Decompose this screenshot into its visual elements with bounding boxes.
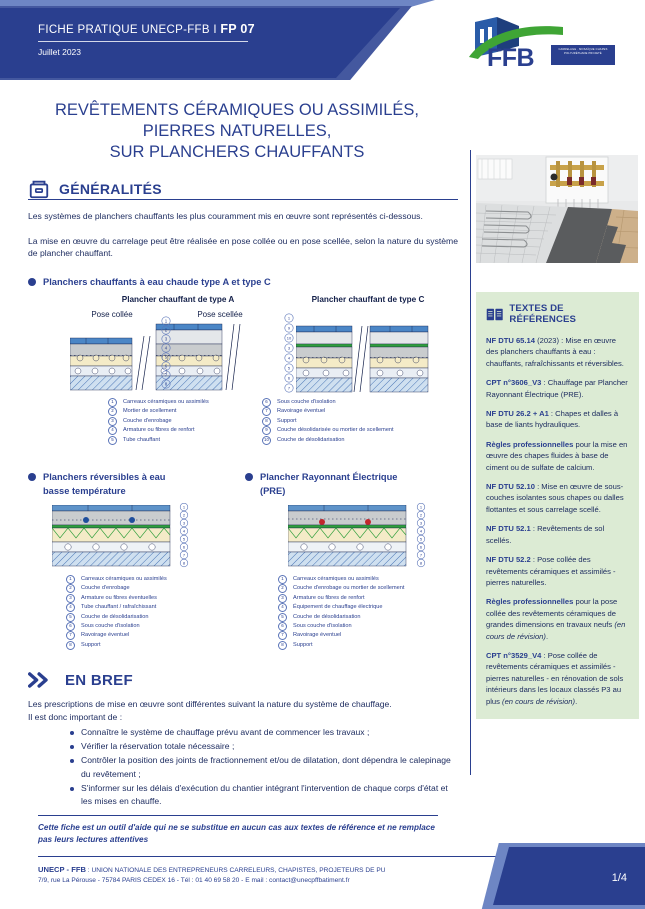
legend-item — [66, 622, 167, 631]
en-bref-list — [68, 726, 460, 809]
section-water-heading-label: Planchers chauffants à eau chaude type A et type C — [43, 277, 271, 287]
footer-address: 7/9, rue La Pérouse - 75784 PARIS CEDEX 16 - Tél : 01 40 69 58 20 - E mail : contact@unecpffbatiment.fr — [38, 876, 350, 884]
legend-label: Couche d'enrobage ou mortier de scellement — [293, 585, 405, 592]
legend-number: 6 — [262, 398, 271, 407]
legend-item — [262, 417, 394, 426]
legend-number: 8 — [262, 417, 271, 426]
legend-label: Couche de désolidarisation — [81, 613, 149, 620]
legend-item — [278, 603, 404, 612]
reference-code: NF DTU 65.14 — [486, 336, 535, 345]
reference-text: : Chauffage par Plancher Rayonnant Électrique (PRE). — [486, 378, 628, 399]
legend-number: 7 — [262, 407, 271, 416]
svg-text:6: 6 — [182, 544, 186, 550]
reference-code: CPT n°3529_V4 — [486, 650, 542, 660]
legend-item — [66, 584, 167, 593]
legend-number: 1 — [278, 575, 287, 584]
legend-label: Armature ou fibres éventuelles — [81, 594, 157, 601]
legend-item — [108, 426, 209, 435]
box-icon — [28, 178, 50, 200]
legend-number: 9 — [262, 426, 271, 435]
legend-item — [278, 631, 404, 640]
bullet-dot-icon — [28, 473, 36, 481]
header-divider — [38, 41, 248, 42]
legend-label: Ravoirage éventuel — [277, 408, 326, 415]
svg-text:7: 7 — [164, 372, 168, 378]
reference-code: NF DTU 52.2 — [486, 555, 531, 565]
svg-text:3: 3 — [419, 520, 423, 526]
legend-number: 6 — [278, 622, 287, 631]
diagram-c-callouts — [280, 313, 300, 397]
legend-label: Couche de désolidarisation — [293, 613, 361, 620]
legend-label: Support — [293, 641, 313, 648]
en-bref-heading — [28, 670, 133, 690]
references-box — [476, 292, 639, 719]
header-title — [38, 22, 255, 36]
legend-number: 6 — [66, 622, 75, 631]
photo-illustration — [476, 155, 638, 263]
svg-text:6: 6 — [419, 544, 423, 550]
legend-water-right — [262, 398, 394, 445]
generalites-heading — [28, 178, 162, 200]
header-title-prefix: FICHE PRATIQUE UNECP-FFB I — [38, 24, 221, 36]
section-reversible-heading — [28, 470, 228, 498]
reference-note: (en cours de révision) — [486, 620, 626, 641]
diagram-pre-callouts — [412, 503, 432, 571]
generalites-heading-rule — [28, 199, 458, 200]
legend-number: 7 — [278, 631, 287, 640]
svg-text:8: 8 — [164, 381, 168, 387]
diagram-reversible — [52, 505, 174, 567]
legend-item — [278, 594, 404, 603]
page-title — [22, 100, 452, 163]
legend-number: 2 — [108, 407, 117, 416]
svg-text:5: 5 — [164, 354, 168, 360]
svg-text:4: 4 — [182, 528, 186, 534]
legend-pre — [278, 575, 404, 650]
reference-item — [486, 523, 629, 546]
legend-label: Couche désolidarisée ou mortier de scellement — [277, 427, 394, 434]
page-title-line3: SUR PLANCHERS CHAUFFANTS — [109, 143, 365, 161]
reference-item — [486, 554, 629, 588]
legend-item — [66, 603, 167, 612]
legend-label: Sous couche d'isolation — [277, 399, 336, 405]
legend-reversible — [66, 575, 167, 650]
section-reversible-heading-line1: Planchers réversibles à eau — [43, 472, 166, 482]
list-item: Vérifier la réservation totale nécessaire ; — [68, 740, 460, 753]
legend-number: 1 — [66, 575, 75, 584]
legend-label: Sous couche d'isolation — [81, 623, 140, 630]
legend-item — [278, 641, 404, 650]
svg-text:1: 1 — [182, 504, 186, 510]
legend-number: 7 — [66, 631, 75, 640]
legend-item — [108, 436, 209, 445]
reference-text: (2023) : Mise en œuvre des planchers chauffants à eau : chauffants, rafraîchissants et réversibles. — [486, 336, 624, 368]
footer-disclaimer: Cette fiche est un outil d'aide qui ne se substitue en aucun cas aux textes de référence et ne remplace pas leurs lectures attentives — [38, 823, 435, 845]
generalites-paragraph-1: Les systèmes de planchers chauffants les plus couramment mis en œuvre sont représentés ci-dessous. — [28, 211, 423, 221]
legend-item — [262, 436, 394, 445]
reference-tail: . — [575, 696, 578, 706]
ffb-logo — [459, 14, 627, 72]
page-header — [0, 0, 645, 88]
section-pre-heading — [245, 470, 465, 498]
diagram-type-c — [296, 318, 431, 394]
svg-text:1: 1 — [287, 315, 291, 321]
diagram-a-right-label: Pose scellée — [197, 310, 243, 319]
page-title-line2: PIERRES NATURELLES, — [142, 122, 332, 140]
ffb-logo-subtitle: CARRELAGE · MOSAÏQUE CHAPES POLYURÉTHANE PROJETÉ — [551, 45, 615, 65]
header-date: Juillet 2023 — [38, 47, 82, 57]
svg-text:4: 4 — [287, 355, 291, 361]
footer-org-description: : UNION NATIONALE DES ENTREPRENEURS CARRELEURS, CHAPISTES, PROJETEURS DE PU — [85, 867, 386, 874]
legend-label: Tube chauffant / rafraîchissant — [81, 604, 157, 611]
legend-label: Équipement de chauffage électrique — [293, 604, 383, 611]
reference-item — [486, 650, 629, 707]
svg-text:8: 8 — [419, 560, 423, 566]
legend-number: 2 — [66, 584, 75, 593]
legend-label: Sous couche d'isolation — [293, 623, 352, 630]
reference-item — [486, 335, 629, 369]
reference-code: CPT n°3606_V3 — [486, 378, 542, 388]
section-pre-heading-line1: Plancher Rayonnant Électrique — [260, 472, 398, 482]
svg-text:7: 7 — [182, 552, 186, 558]
legend-label: Couche de désolidarisation — [277, 436, 345, 443]
section-pre-heading-line2: (PRE) — [260, 486, 286, 496]
header-title-code: FP 07 — [220, 22, 255, 36]
legend-item — [262, 398, 394, 407]
legend-item — [278, 613, 404, 622]
page-title-line1: REVÊTEMENTS CÉRAMIQUES OU ASSIMILÉS, — [55, 101, 419, 119]
reference-code: NF DTU 52.10 — [486, 482, 535, 492]
legend-item — [66, 613, 167, 622]
reference-code: NF DTU 26.2 + A1 — [486, 409, 549, 419]
legend-item — [262, 426, 394, 435]
reference-text: : Mise en œuvre de sous-couches isolantes sous chapes ou dalles flottantes et sous carrelage scellé. — [486, 482, 624, 514]
legend-number: 4 — [66, 603, 75, 612]
reference-code: NF DTU 52.1 — [486, 524, 531, 534]
svg-text:2: 2 — [182, 512, 186, 518]
diagram-a-caption: Plancher chauffant de type A — [121, 295, 235, 304]
svg-text:1: 1 — [419, 504, 423, 510]
reference-note: (en cours de révision) — [502, 696, 576, 706]
legend-number: 8 — [66, 641, 75, 650]
reference-item — [486, 408, 629, 431]
legend-number: 3 — [66, 594, 75, 603]
legend-item — [66, 641, 167, 650]
double-chevron-right-icon — [28, 670, 52, 690]
svg-text:6: 6 — [287, 375, 291, 381]
en-bref-intro-line2: Il est donc important de : — [28, 712, 123, 722]
svg-text:9: 9 — [287, 325, 291, 331]
diagram-reversible-callouts — [175, 503, 195, 571]
legend-label: Support — [277, 417, 297, 424]
svg-text:5: 5 — [287, 365, 291, 371]
page-number: 1/4 — [611, 872, 627, 884]
svg-text:5: 5 — [182, 536, 186, 542]
legend-label: Armature ou fibres de renfort — [293, 594, 365, 601]
legend-item — [278, 622, 404, 631]
svg-text:2: 2 — [419, 512, 423, 518]
en-bref-heading-label: EN BREF — [65, 671, 133, 689]
reference-text: : Revêtements de sol scellés. — [486, 524, 605, 545]
bullet-dot-icon — [28, 278, 36, 286]
reference-text: : Chapes et dalles à base de liants hydrauliques. — [486, 409, 619, 430]
legend-number: 5 — [108, 436, 117, 445]
legend-label: Carreaux céramiques ou assimilés — [81, 576, 167, 582]
legend-item — [278, 584, 404, 593]
legend-item — [278, 575, 404, 584]
svg-text:2: 2 — [164, 327, 168, 333]
legend-number: 5 — [66, 613, 75, 622]
generalites-paragraph-2: La mise en œuvre du carrelage peut être réalisée en pose collée ou en pose scellée, selon la nature du système de plancher chauffant. — [28, 236, 458, 259]
reference-item — [486, 596, 629, 642]
reference-tail: . — [545, 631, 549, 641]
section-reversible-heading-line2: basse température — [43, 486, 126, 496]
diagram-a-callouts — [155, 316, 179, 394]
underfloor-heating-photo — [476, 155, 638, 263]
legend-label: Armature ou fibres de renfort — [123, 427, 195, 434]
legend-number: 8 — [278, 641, 287, 650]
legend-item — [108, 398, 209, 407]
legend-item — [262, 407, 394, 416]
legend-label: Carreaux céramiques ou assimilés — [293, 576, 379, 582]
legend-item — [66, 575, 167, 584]
references-header — [486, 303, 629, 325]
legend-number: 5 — [278, 613, 287, 622]
legend-label: Ravoirage éventuel — [293, 632, 342, 639]
legend-water-left — [108, 398, 209, 445]
reference-text: : Pose collée de revêtements céramiques et assimilés - pierres naturelles - en rénovation de sols intérieurs dans les locaux classés P3 au plus — [486, 650, 624, 706]
list-item: S'informer sur les délais d'exécution du chantier intégrant l'intervention de chaque corps d'état et les mises en chauffe. — [68, 782, 460, 808]
legend-number: 1 — [108, 398, 117, 407]
footer-org-name: UNECP - FFB — [38, 865, 86, 874]
svg-text:4: 4 — [419, 528, 423, 534]
ffb-logo-text: FFB — [487, 44, 535, 72]
svg-text:4: 4 — [164, 345, 168, 351]
references-heading-label: TEXTES DE RÉFÉRENCES — [509, 303, 576, 325]
generalites-heading-label: GÉNÉRALITÉS — [59, 181, 162, 197]
list-item: Contrôler la position des joints de fractionnement et/ou de dilatation, dont dépendra le calepinage du revêtement ; — [68, 754, 460, 780]
list-item: Connaître le système de chauffage prévu avant de commencer les travaux ; — [68, 726, 460, 739]
legend-label: Couche d'enrobage — [81, 585, 130, 592]
legend-label: Ravoirage éventuel — [81, 632, 130, 639]
svg-text:3: 3 — [164, 336, 168, 342]
legend-number: 2 — [278, 584, 287, 593]
diagram-pre — [288, 505, 410, 567]
svg-text:7: 7 — [419, 552, 423, 558]
svg-text:1: 1 — [164, 318, 168, 324]
reference-code: Règles professionnelles — [486, 597, 574, 607]
reference-item — [486, 377, 629, 400]
legend-item — [108, 417, 209, 426]
section-water-heading — [28, 275, 271, 289]
svg-text:7: 7 — [287, 385, 291, 391]
reference-item — [486, 439, 629, 473]
legend-number: 4 — [278, 603, 287, 612]
footer-top-divider — [38, 815, 438, 816]
svg-text:10: 10 — [286, 335, 292, 341]
legend-label: Couche d'enrobage — [123, 417, 172, 424]
footer-organization — [38, 865, 468, 885]
legend-label: Mortier de scellement — [123, 408, 177, 415]
reference-item — [486, 481, 629, 515]
legend-number: 3 — [108, 417, 117, 426]
footer-mid-divider — [38, 856, 498, 857]
bullet-dot-icon — [245, 473, 253, 481]
reference-text: pour la mise en œuvre des chapes fluides à base de ciment ou de sulfate de calcium. — [486, 439, 628, 472]
svg-text:8: 8 — [182, 560, 186, 566]
reference-code: Règles professionnelles — [486, 439, 574, 449]
reference-text: : Pose collée des revêtements céramiques et assimilés - pierres naturelles. — [486, 555, 616, 587]
legend-number: 4 — [108, 426, 117, 435]
en-bref-intro-line1: Les prescriptions de mise en œuvre sont différentes suivant la nature du système de chauffage. — [28, 699, 392, 709]
header-band — [0, 8, 400, 78]
open-book-icon — [486, 307, 503, 322]
legend-item — [108, 407, 209, 416]
reference-text: pour la pose collée des revêtements céramiques de grandes dimensions en travaux neufs — [486, 597, 618, 630]
legend-item — [66, 631, 167, 640]
legend-number: 10 — [262, 436, 271, 445]
svg-text:3: 3 — [182, 520, 186, 526]
svg-text:5: 5 — [419, 536, 423, 542]
sidebar-divider — [470, 150, 471, 775]
legend-label: Support — [81, 641, 101, 648]
legend-label: Tube chauffant — [123, 436, 161, 443]
diagram-c-caption: Plancher chauffant de type C — [311, 295, 425, 304]
legend-number: 3 — [278, 594, 287, 603]
legend-item — [66, 594, 167, 603]
diagram-a-left-label: Pose collée — [91, 310, 133, 319]
legend-label: Carreaux céramiques ou assimilés — [123, 399, 209, 405]
svg-text:6: 6 — [164, 363, 168, 369]
svg-text:3: 3 — [287, 345, 291, 351]
